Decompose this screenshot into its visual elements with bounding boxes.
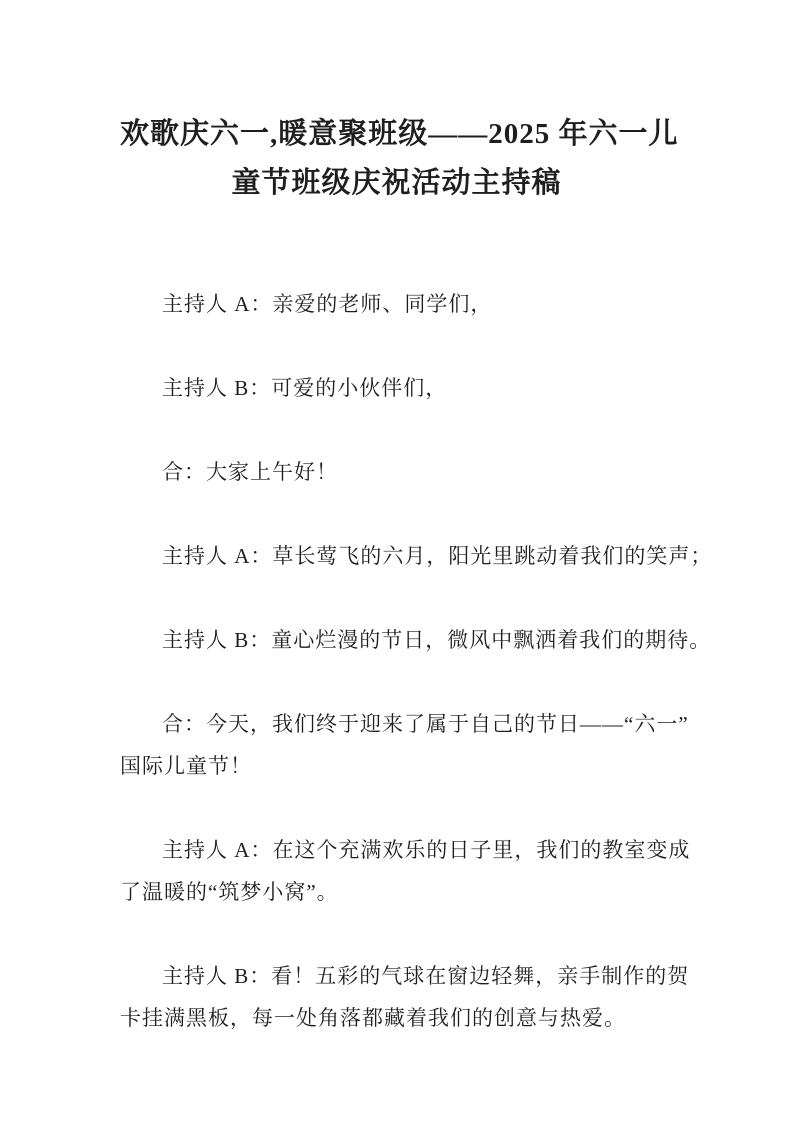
paragraph-first-line: 主持人 A：草长莺飞的六月，阳光里跳动着我们的笑声； — [162, 544, 713, 568]
paragraph-first-line: 主持人 A：亲爱的老师、同学们， — [162, 292, 493, 316]
script-paragraph — [120, 955, 690, 1039]
paragraph-first-line: 主持人 B：童心烂漫的节日，微风中飘洒着我们的期待。 — [162, 628, 712, 652]
paragraph-first-line: 合：大家上午好！ — [162, 460, 338, 484]
document-title — [120, 110, 679, 208]
title-line: 欢歌庆六一,暖意聚班级——2025 年六一儿 — [120, 118, 679, 150]
paragraph-first-line: 主持人 B：可爱的小伙伴们， — [162, 376, 448, 400]
document-body — [120, 283, 713, 1039]
paragraph-wrap-line: 国际儿童节！ — [120, 754, 252, 778]
paragraph-wrap-line: 卡挂满黑板，每一处角落都藏着我们的创意与热爱。 — [120, 1006, 626, 1030]
script-paragraph — [120, 535, 713, 577]
script-paragraph — [120, 619, 712, 661]
paragraph-wrap-line: 了温暖的“筑梦小窝”。 — [120, 880, 339, 904]
script-paragraph — [120, 703, 689, 787]
script-paragraph — [120, 367, 673, 409]
paragraph-first-line: 主持人 A：在这个充满欢乐的日子里，我们的教室变成 — [162, 838, 691, 862]
script-paragraph — [120, 283, 673, 325]
title-line: 童节班级庆祝活动主持稿 — [231, 167, 562, 199]
script-paragraph — [120, 451, 673, 493]
script-paragraph — [120, 829, 691, 913]
paragraph-first-line: 合：今天，我们终于迎来了属于自己的节日——“六一” — [162, 712, 689, 736]
paragraph-first-line: 主持人 B：看！五彩的气球在窗边轻舞，亲手制作的贺 — [162, 964, 690, 988]
